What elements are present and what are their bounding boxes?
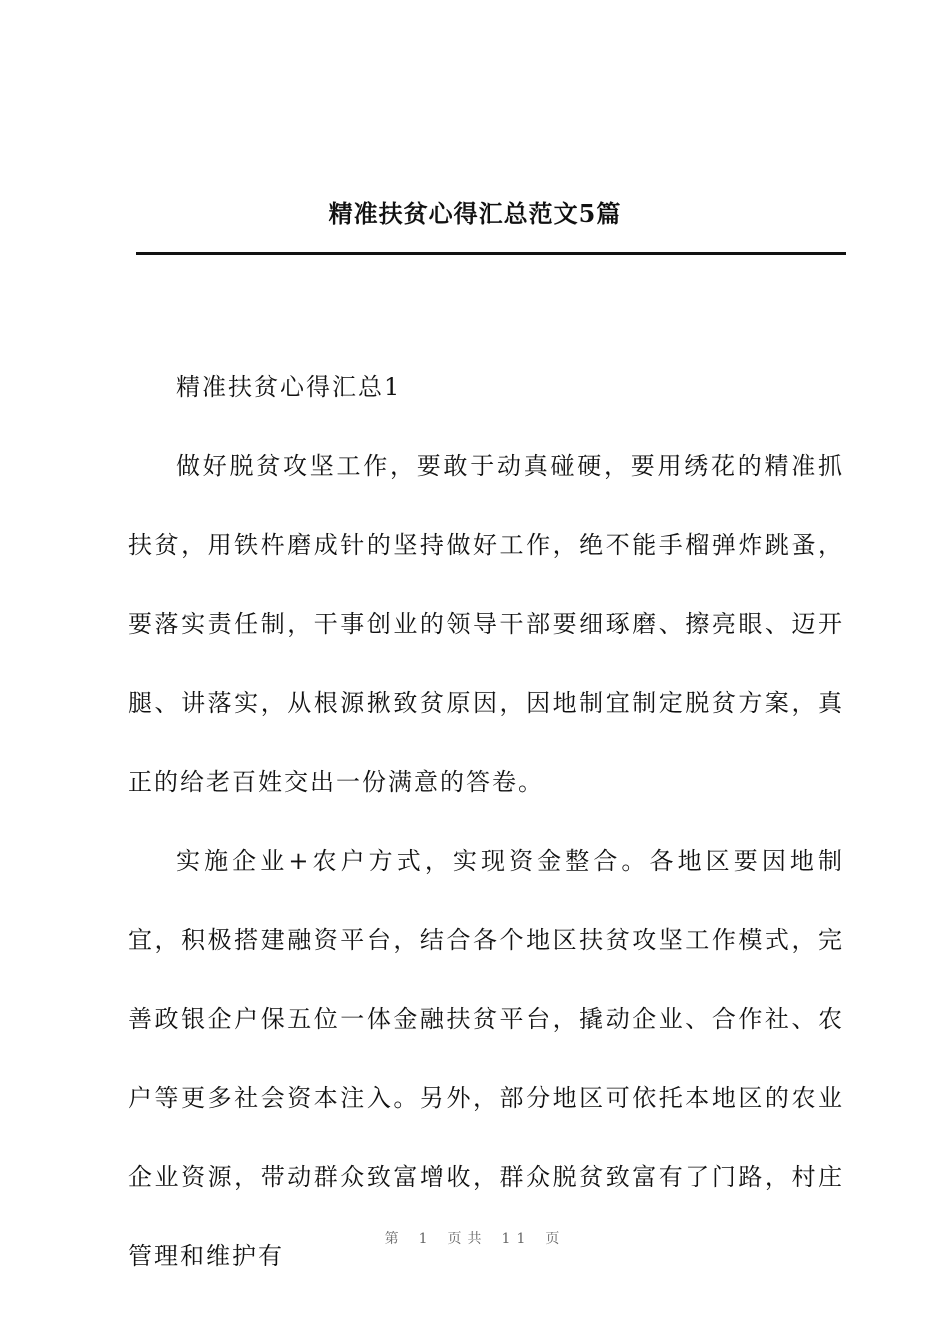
document-title: 精准扶贫心得汇总范文5篇 — [328, 199, 622, 228]
footer-total-pages: 11 — [501, 1231, 532, 1247]
paragraph-2: 实施企业+农户方式，实现资金整合。各地区要因地制宜，积极搭建融资平台，结合各个地区扶贫攻坚工作模式，完善政银企户保五位一体金融扶贫平台，撬动企业、合作社、农户等更多社会资本注入。另外，部分地区可依托本地区的农业企业资源，带动群众致富增收，群众脱贫致富有了门路，村庄管理和维护有 — [128, 847, 844, 1270]
page-footer — [0, 1228, 950, 1250]
footer-suffix: 页 — [545, 1231, 566, 1247]
title-divider — [136, 252, 846, 255]
footer-middle: 页共 — [447, 1231, 488, 1247]
paragraph-1: 做好脱贫攻坚工作，要敢于动真碰硬，要用绣花的精准抓扶贫，用铁杵磨成针的坚持做好工作，绝不能手榴弹炸跳蚤，要落实责任制，干事创业的领导干部要细琢磨、擦亮眼、迈开腿、讲落实，从根源揪致贫原因，因地制宜制定脱贫方案，真正的给老百姓交出一份满意的答卷。 — [128, 452, 844, 796]
section-heading: 精准扶贫心得汇总1 — [176, 373, 402, 401]
footer-prefix: 第 — [384, 1231, 405, 1247]
document-body — [128, 348, 844, 1296]
footer-current-page: 1 — [418, 1231, 434, 1247]
